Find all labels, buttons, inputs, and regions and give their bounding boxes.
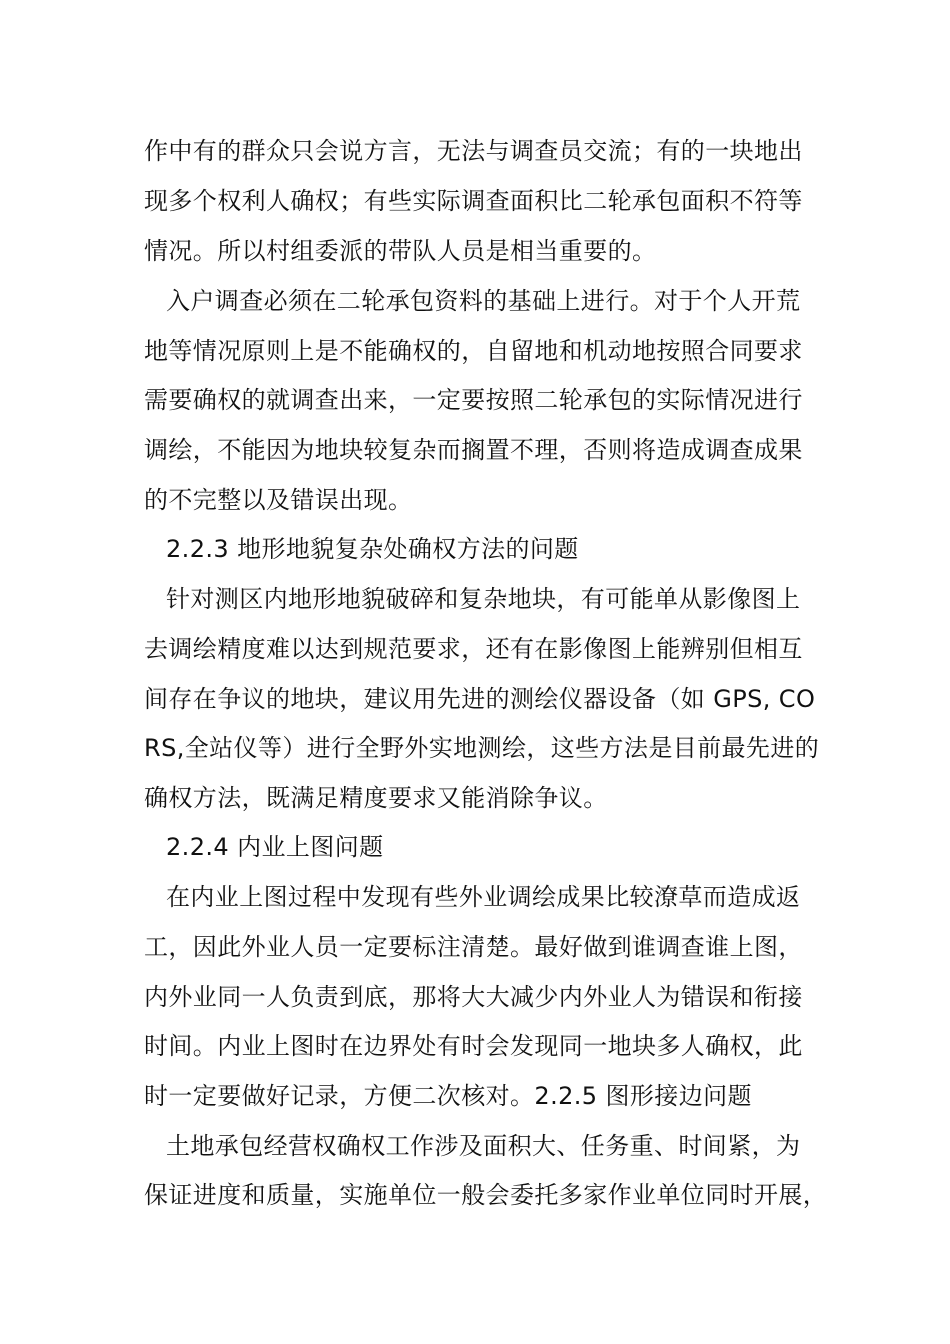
- body-text-line: 需要确权的就调查出来，一定要按照二轮承包的实际情况进行: [144, 386, 803, 414]
- section-heading-2-2-4: 2.2.4 内业上图问题: [166, 833, 384, 861]
- body-text-line: 地等情况原则上是不能确权的，自留地和机动地按照合同要求: [144, 337, 803, 365]
- body-text-line: 现多个权利人确权；有些实际调查面积比二轮承包面积不符等: [144, 187, 803, 215]
- paragraph-first-line: 在内业上图过程中发现有些外业调绘成果比较潦草而造成返: [166, 883, 801, 911]
- body-text-line: 调绘，不能因为地块较复杂而搁置不理，否则将造成调查成果: [144, 436, 803, 464]
- body-text-line: 内外业同一人负责到底，那将大大减少内外业人为错误和衔接: [144, 983, 803, 1011]
- body-text-line: 时一定要做好记录，方便二次核对。2.2.5 图形接边问题: [144, 1082, 752, 1110]
- body-text-line: 保证进度和质量，实施单位一般会委托多家作业单位同时开展，: [144, 1181, 828, 1209]
- body-text-line: 确权方法，既满足精度要求又能消除争议。: [144, 784, 608, 812]
- paragraph-first-line: 针对测区内地形地貌破碎和复杂地块，有可能单从影像图上: [166, 585, 801, 613]
- body-text-line: 的不完整以及错误出现。: [144, 486, 413, 514]
- body-text-line: 时间。内业上图时在边界处有时会发现同一地块多人确权，此: [144, 1032, 803, 1060]
- body-text-line: 情况。所以村组委派的带队人员是相当重要的。: [144, 237, 657, 265]
- body-text-line: 工，因此外业人员一定要标注清楚。最好做到谁调查谁上图，: [144, 933, 803, 961]
- section-heading-2-2-3: 2.2.3 地形地貌复杂处确权方法的问题: [166, 535, 579, 563]
- body-text-line: 作中有的群众只会说方言，无法与调查员交流；有的一块地出: [144, 137, 803, 165]
- paragraph-first-line: 土地承包经营权确权工作涉及面积大、任务重、时间紧，为: [166, 1132, 801, 1160]
- body-text-line: 去调绘精度难以达到规范要求，还有在影像图上能辨别但相互: [144, 635, 803, 663]
- paragraph-first-line: 入户调查必须在二轮承包资料的基础上进行。对于个人开荒: [166, 287, 801, 315]
- body-text-line: 间存在争议的地块，建议用先进的测绘仪器设备（如 GPS, CO: [144, 685, 816, 713]
- body-text-line: RS,全站仪等）进行全野外实地测绘，这些方法是目前最先进的: [144, 734, 820, 762]
